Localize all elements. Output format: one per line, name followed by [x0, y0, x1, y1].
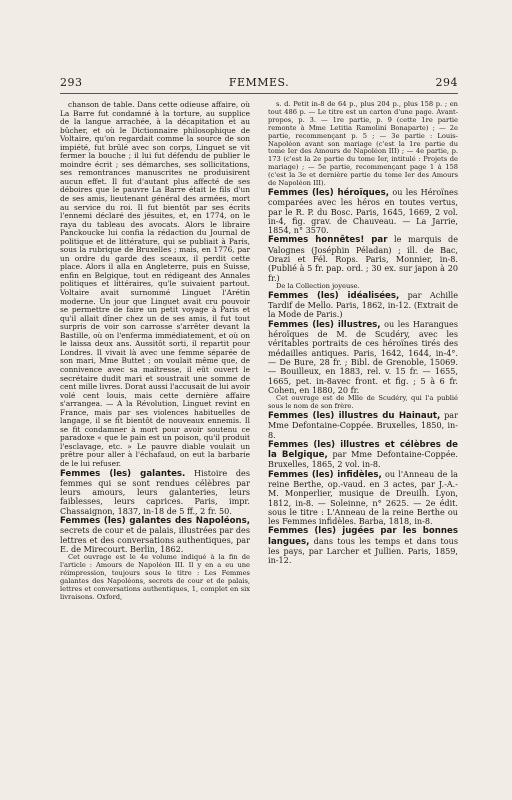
entry-heading: Femmes (les) galantes des Napoléons,: [60, 516, 250, 526]
entry-heading: Femmes (les) infidèles,: [268, 469, 382, 480]
entry-text: par Achille Tardif de Mello. Paris, 1862, in-12. (Extrait de la Mode de Paris.): [268, 289, 458, 320]
left-column: [60, 100, 250, 601]
entry-note: Cet ouvrage est le 4e volume indiqué à la fin de l'article : Amours de Napoléon III. Il y en a eu une réimpression, toujours sous le titre : Les Femmes galantes des Napoléons, secrets de cour et de palais, lettres et conversations authentiques, 1, complet en six livraisons. Oxford,: [60, 553, 250, 601]
entry-text: le marquis de Valognes (Joséphin Péladan) ; ill. de Bac, Orazi et Fél. Rops. Paris, Monnier, in-8. (Publié à 5 fr. pap. ord. ; 30 ex. sur japon à 20 fr.): [268, 234, 459, 283]
entry-text: ou les Harangues héroïques de M. de Scudéry, avec les véritables portraits de ces héroïnes tirés des médailles antiques. Paris, 1642, 1644, in-4°. — De Bure, 28 fr. ; Bibl. de Grenoble, 15069. — Bouilleux, en 1883, rel. v. 15 fr. — 1655, 1665, pet. in-8avec front. et fig. ; 5 à 6 fr. Cohen, en 1880, 20 fr.: [268, 318, 458, 395]
entry-note: De la Collection joyeuse.: [276, 281, 360, 290]
entry-text: par Mme Defontaine-Coppée. Bruxelles, 1850, in-8.: [268, 409, 458, 440]
entry-femmes-honnetes: [268, 235, 458, 282]
entry-femmes-illustres: [268, 320, 458, 395]
entry-text: dans tous les temps et dans tous les pays, par Larcher et Jullien. Paris, 1859, in-12.: [268, 535, 458, 566]
entry-text: ou les Héroïnes comparées avec les héros en toutes vertus, par le R. P. du Bosc. Paris, 1645, 1669, 2 vol. in-4, fig. grav. de Chauveau. — La Jarrie, 1854, n° 3570.: [268, 186, 458, 236]
entry-femmes-jugees: [268, 526, 458, 565]
page-number-left: 293: [60, 76, 83, 89]
continuation-paragraph: chanson de table. Dans cette odieuse affaire, où La Barre fut condamné à la torture, au supplice de la langue arrachée, à la décapitation et au bûcher, et où le Dictionnaire philosophique de Voltaire, qu'on regardait comme la source de son impiété, fut brûlé avec son corps, Linguet se vit fermer la bouche ; il lui fut défendu de publier le moindre écrit ; ses démarches, ses sollicitations, ses remontrances manuscrites ne produisirent aucun effet. Il fut d'autant plus affecté de ses déboires que le pauvre La Barre était le fils d'un de ses amis, lieutenant général des armées, mort au service du roi. Il fut bientôt par ses écrits l'ennemi déclaré des jésuites, et, en 1774, on le raya du tableau des avocats. Alors le libraire Panckoucke lui confia la rédaction du Journal de politique et de littérature, qui se publiait à Paris, sous la rubrique de Bruxelles ; mais, en 1776, par un ordre du garde des sceaux, il perdit cette place. Alors il alla en Angleterre, puis en Suisse, enfin en Belgique, tout en rédigeant des Annales politiques et littéraires, qu'le suivaient partout. Voltaire avait surnommé Linguet l'Arétin moderne. Un jour que Linguet avait cru pouvoir se permettre de faire un petit voyage à Paris et qu'il allait dîner chez un de ses amis, il fut tout surpris de voir son carrosse s'arrêter devant la Bastille, où on l'enferma immédiatement, et où on le laissa deux ans. Aussitôt sorti, il repartit pour Londres. Il vivait là avec une femme séparée de son mari, Mme Buttet ; on voulait même que, de connivence avec sa maîtresse, il eût ouvert le secrétaire dudit mari et soustrait une somme de cent mille livres. Dorat aussi l'accusait de lui avoir volé cent louis, mais cette dernière affaire s'arrangea. — A la Révolution, Linguet revint en France, mais par ses violences habituelles de langage, il se fit bientôt de nouveaux ennemis. Il se fit condamner à mort pour avoir soutenu ce paradoxe « que le pain est un poison, qu'il produit l'esclavage, etc. » Le pauvre diable voulait un prêtre pour aller à l'échafaud, on eut la barbarie de le lui refuser.: [60, 100, 250, 468]
entry-femmes-infideles: [268, 470, 458, 527]
entry-text: par Mme Defontaine-Coppée. Bruxelles, 1865, 2 vol. in-8.: [268, 449, 458, 470]
entry-text: ou l'Anneau de la reine Berthe, op.-vaud. en 3 actes, par J.-A.-M. Monperlier, musique de Dreuilh. Lyon, 1812, in-8. — Soleinne, n° 2625. — 2e édit. sous le titre : L'Anneau de la reine Berthe ou les Femmes infidèles. Barba, 1818, in-8.: [268, 468, 458, 527]
running-title: FEMMES.: [228, 76, 290, 89]
entry-heading: Femmes (les) héroïques,: [268, 187, 389, 198]
entry-note: Cet ouvrage est de Mlle de Scudéry, qui l'a publié sous le nom de son frère.: [268, 394, 458, 411]
entry-heading: Femmes (les) galantes.: [60, 468, 186, 479]
entry-heading: Femmes (les) illustres,: [268, 319, 381, 330]
continuation-paragraph: s. d. Petit in-8 de 64 p., plus 204 p., plus 158 p. ; en tout 486 p. — Le titre est un carton d'une page. Avant-propos, p. 3. — 1re partie, p. 9 (cette 1re partie remonte à Mme Letitia Ramolini Bonaparte) ; — 2e partie, recommençant p. 5 ; — 3e partie : Louis-Napoléon avant son mariage (c'est la 1re partie du tome Ier des Amours de Napoléon III) ; — 4e partie, p. 173 (c'est la 2e partie du tome Ier, intitulé : Projets de mariage) ; — 5e partie, recommençant page 1 à 158 (c'est la 3e et dernière partie du tome Ier des Amours de Napoléon III).: [268, 100, 458, 188]
page-number-right: 294: [435, 76, 458, 89]
entry-femmes-heroiques: [268, 188, 458, 235]
entry-femmes-illustres-hainaut: [268, 411, 458, 440]
entry-femmes-galantes: [60, 469, 250, 516]
entry-heading: Femmes (les) illustres et célèbres de la Belgique,: [268, 439, 458, 461]
header-rule: [60, 93, 458, 94]
entry-femmes-illustres-belgique: [268, 440, 458, 470]
entry-text: Histoire des femmes qui se sont rendues célèbres par leurs amours, leurs galanteries, leurs faiblesses, leurs caprices. Paris, impr. Chassaignon, 1837, in-18 de 5 ff., 2 fr. 50.: [60, 467, 250, 516]
page-header: [60, 76, 458, 90]
entry-heading: Femmes honnêtes! par: [268, 235, 388, 246]
right-column: [268, 101, 458, 701]
entry-femmes-idealisees: [268, 291, 458, 320]
entry-heading: Femmes (les) idéalisées,: [268, 290, 400, 301]
entry-heading: Femmes (les) illustres du Hainaut,: [268, 410, 441, 421]
entry-heading: Femmes (les) jugées par les bonnes langues,: [268, 526, 458, 547]
entry-femmes-galantes-napoleons: [60, 516, 250, 554]
entry-text: secrets de cour et de palais, illustrées par des lettres et des conversations authentiques, par E. de Mirecourt. Berlin, 1862.: [60, 525, 250, 554]
